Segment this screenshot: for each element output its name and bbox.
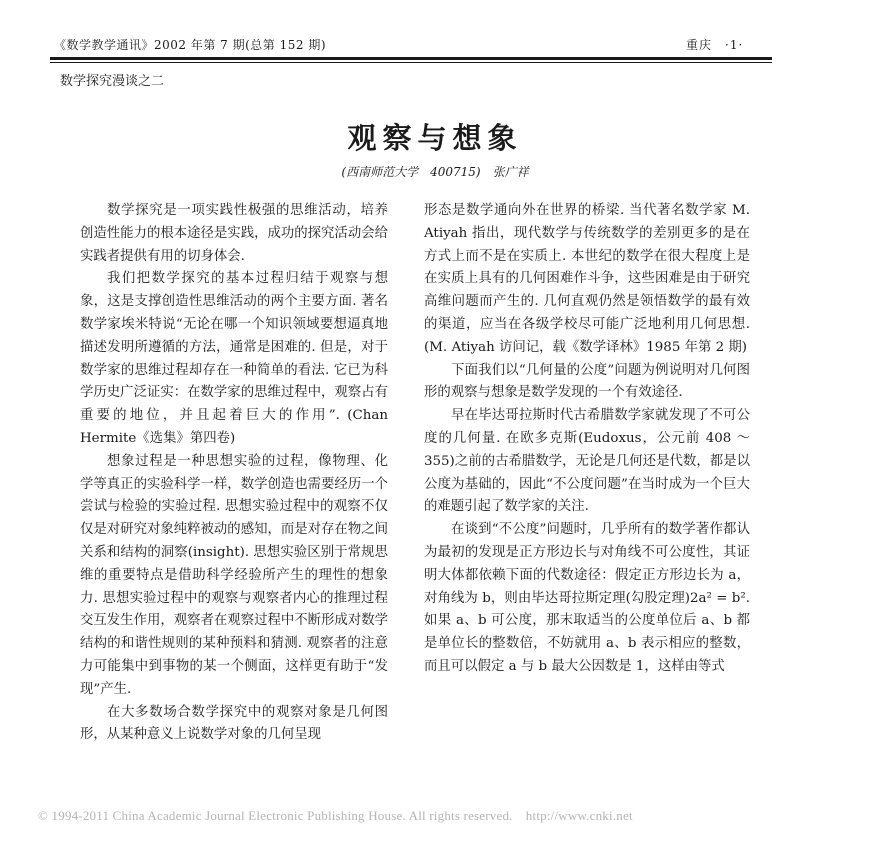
article-title: 观察与想象 xyxy=(347,121,523,155)
paragraph: 我们把数学探究的基本过程归结于观察与想象，这是支撑创造性思维活动的两个主要方面. 著名数学家埃米特说“无论在哪一个知识领域要想逼真地描述发明所遵循的方法，通常是困难的. 但是，对于数学家的思维过程却存在一种简单的看法. 它已为科学历史广泛证实：在数学家的思维过程中，观察占有重要的地位，并且起着巨大的作用”. (Chan Hermite《选集》第四卷) xyxy=(80,271,388,446)
right-column xyxy=(424,200,750,679)
paragraph: 形态是数学通向外在世界的桥梁. 当代著名数学家 M. Atiyah 指出，现代数学与传统数学的差别更多的是在方式上而不是在实质上. 本世纪的数学在很大程度上是在实质上具有的几何困难作斗争，这些困难是由于研究高维问题而产生的. 几何直观仍然是领悟数学的最有效的渠道，应当在各级学校尽可能广泛地利用几何思想. (M. Atiyah 访问记，载《数学译林》1985 年第 2 期) xyxy=(424,203,750,355)
paragraph: 在谈到“不公度”问题时，几乎所有的数学著作都认为最初的发现是正方形边长与对角线不可公度性，其证明大体都依赖下面的代数途径：假定正方形边长为 a，对角线为 b，则由毕达哥拉斯定理(勾股定理)2a² = b². 如果 a、b 可公度，那末取适当的公度单位后 a、b 都是单位长的整数倍，不妨就用 a、b 表示相应的整数，而且可以假定 a 与 b 最大公因数是 1，这样由等式 xyxy=(424,522,750,674)
paragraph: 想象过程是一种思想实验的过程，像物理、化学等真正的实验科学一样，数学创造也需要经历一个尝试与检验的实验过程. 思想实验过程中的观察不仅仅是对研究对象纯粹被动的感知，而是对存在物之间关系和结构的洞察(insight). 思想实验区别于常规思维的重要特点是借助科学经验所产生的理性的想象力. 思想实验过程中的观察与观察者内心的推理过程交互发生作用，观察者在观察过程中不断形成对数学结构的和谐性规则的某种预料和猜测. 观察者的注意力可能集中到事物的某一个侧面，这样更有助于“发现”产生. xyxy=(80,453,388,697)
header-rule-thick xyxy=(50,57,772,60)
author-byline: (西南师范大学 400715) 张广祥 xyxy=(341,165,529,179)
journal-header: 《数学教学通讯》2002 年第 7 期(总第 152 期) xyxy=(54,38,327,52)
header-rule-thin xyxy=(50,62,772,63)
paragraph: 下面我们以“几何量的公度”问题为例说明对几何图形的观察与想象是数学发现的一个有效途径. xyxy=(424,362,750,401)
page-number-header: 重庆 ·1· xyxy=(686,38,744,52)
series-label: 数学探究漫谈之二 xyxy=(60,74,165,89)
paragraph: 数学探究是一项实践性极强的思维活动，培养创造性能力的根本途径是实践，成功的探究活动会给实践者提供有用的切身体会. xyxy=(80,203,388,264)
left-column xyxy=(80,200,388,747)
paragraph: 早在毕达哥拉斯时代古希腊数学家就发现了不可公度的几何量. 在欧多克斯(Eudoxus，公元前 408 ～ 355)之前的古希腊数学，无论是几何还是代数，都是以公度为基础的，因此“不公度问题”在当时成为一个巨大的难题引起了数学家的关注. xyxy=(424,408,750,515)
copyright-footer: © 1994-2011 China Academic Journal Electronic Publishing House. All rights reserved. http://www.cnki.net xyxy=(38,808,633,823)
paragraph: 在大多数场合数学探究中的观察对象是几何图形，从某种意义上说数学对象的几何呈现 xyxy=(80,704,388,743)
